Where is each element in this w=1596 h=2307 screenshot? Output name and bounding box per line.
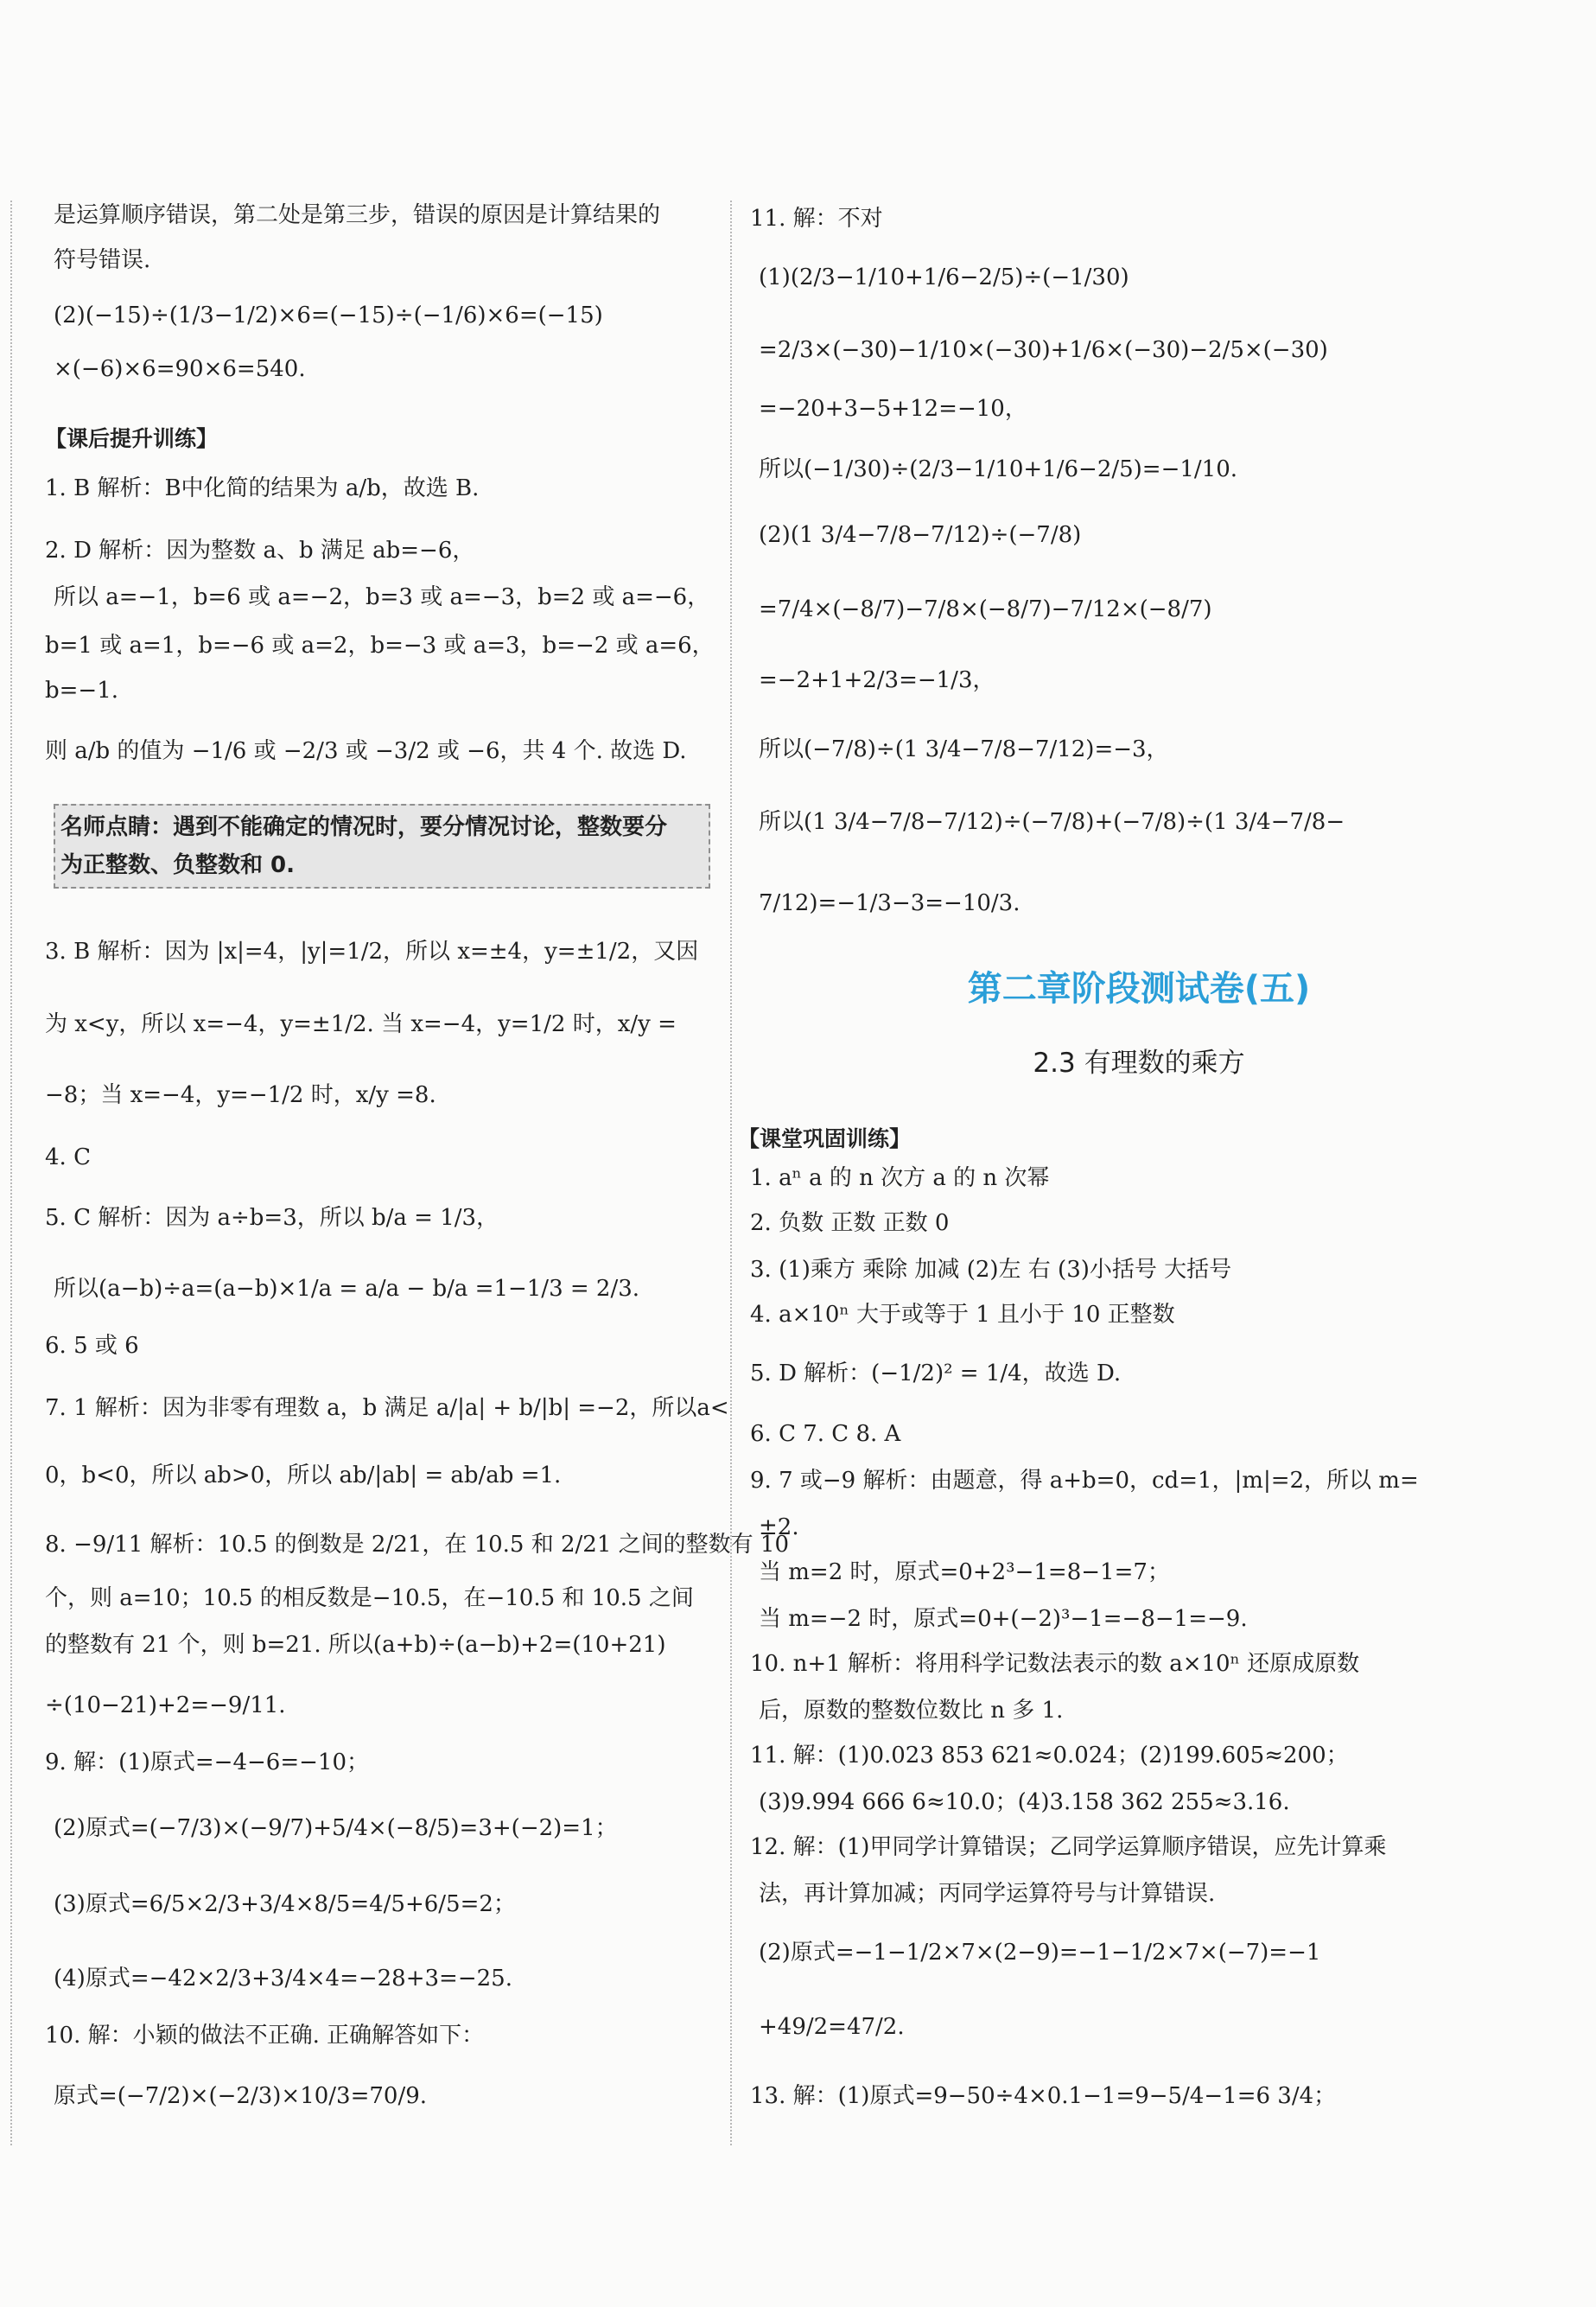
text-line: 则 a/b 的值为 −1/6 或 −2/3 或 −3/2 或 −6，共 4 个. 故选 D.	[45, 738, 687, 764]
answer-3: 3. B 解析：因为 |x|=4，|y|=1/2，所以 x=±4，y=±1/2，又因	[45, 939, 699, 965]
text-line: =−20+3−5+12=−10，	[759, 396, 1027, 422]
answer-r13: 13. 解：(1)原式=9−50÷4×0.1−1=9−5/4−1=6 3/4；	[750, 2083, 1337, 2109]
text-line: 所以(−1/30)÷(2/3−1/10+1/6−2/5)=−1/10.	[759, 456, 1238, 482]
text-line: 7/12)=−1/3−3=−10/3.	[759, 890, 1021, 916]
text-line: (3)原式=6/5×2/3+3/4×8/5=4/5+6/5=2；	[54, 1891, 516, 1917]
answer-1: 1. B 解析：B中化简的结果为 a/b，故选 B.	[45, 475, 480, 501]
text-line: 为 x<y，所以 x=−4，y=±1/2. 当 x=−4，y=1/2 时，x/y =	[45, 1011, 677, 1037]
text-line: 所以(−7/8)÷(1 3/4−7/8−7/12)=−3，	[759, 736, 1169, 762]
text-line: 所以(1 3/4−7/8−7/12)÷(−7/8)+(−7/8)÷(1 3/4−7/8−	[759, 809, 1345, 835]
text-line: 所以 a=−1，b=6 或 a=−2，b=3 或 a=−3，b=2 或 a=−6，	[54, 584, 710, 610]
tip-line: 名师点睛：遇到不能确定的情况时，要分情况讨论，整数要分	[60, 814, 668, 840]
text-line: 0，b<0，所以 ab>0，所以 ab/|ab| = ab/ab =1.	[45, 1463, 562, 1488]
answer-2: 2. D 解析：因为整数 a、b 满足 ab=−6，	[45, 538, 475, 564]
answer-5: 5. C 解析：因为 a÷b=3，所以 b/a = 1/3，	[45, 1205, 499, 1231]
teacher-tip-box	[54, 804, 710, 889]
answer-r5: 5. D 解析：(−1/2)² = 1/4，故选 D.	[750, 1361, 1122, 1386]
section-subtitle: 2.3 有理数的乘方	[1033, 1048, 1245, 1079]
text-line: 个，则 a=10；10.5 的相反数是−10.5，在−10.5 和 10.5 之间	[45, 1585, 694, 1611]
text-line: −8；当 x=−4，y=−1/2 时，x/y =8.	[45, 1082, 436, 1108]
chapter-title: 第二章阶段测试卷(五)	[967, 969, 1311, 1009]
answer-4: 4. C	[45, 1144, 91, 1170]
text-line: 是运算顺序错误，第二处是第三步，错误的原因是计算结果的	[54, 202, 661, 228]
tip-line: 为正整数、负整数和 0.	[60, 852, 296, 878]
answer-r6-8: 6. C 7. C 8. A	[750, 1421, 901, 1447]
text-line: 的整数有 21 个，则 b=21. 所以(a+b)÷(a−b)+2=(10+21)	[45, 1632, 666, 1658]
text-line: 当 m=−2 时，原式=0+(−2)³−1=−8−1=−9.	[759, 1606, 1248, 1632]
text-line: 后，原数的整数位数比 n 多 1.	[759, 1698, 1064, 1724]
text-line: 法，再计算加减；丙同学运算符号与计算错误.	[759, 1881, 1216, 1907]
answer-9: 9. 解：(1)原式=−4−6=−10；	[45, 1749, 369, 1775]
section-heading: 【课堂巩固训练】	[738, 1126, 912, 1151]
text-line: ×(−6)×6=90×6=540.	[54, 356, 306, 382]
answer-r10: 10. n+1 解析：将用科学记数法表示的数 a×10ⁿ 还原成原数	[750, 1651, 1360, 1677]
text-line: (2)原式=−1−1/2×7×(2−9)=−1−1/2×7×(−7)=−1	[759, 1940, 1321, 1966]
answer-8: 8. −9/11 解析：10.5 的倒数是 2/21，在 10.5 和 2/21 之间的整数有 10	[45, 1532, 789, 1558]
text-line: 当 m=2 时，原式=0+2³−1=8−1=7；	[759, 1559, 1170, 1585]
text-line: +49/2=47/2.	[759, 2014, 905, 2040]
text-line: =−2+1+2/3=−1/3，	[759, 667, 995, 693]
text-line: 符号错误.	[54, 247, 151, 273]
text-line: ÷(10−21)+2=−9/11.	[45, 1692, 286, 1718]
answer-r9: 9. 7 或−9 解析：由题意，得 a+b=0，cd=1，|m|=2，所以 m=	[750, 1468, 1419, 1494]
text-line: (3)9.994 666 6≈10.0；(4)3.158 362 255≈3.16.	[759, 1789, 1290, 1815]
text-line: 原式=(−7/2)×(−2/3)×10/3=70/9.	[54, 2083, 428, 2109]
answer-r4: 4. a×10ⁿ 大于或等于 1 且小于 10 正整数	[750, 1302, 1175, 1328]
text-line: (2)(1 3/4−7/8−7/12)÷(−7/8)	[759, 522, 1082, 548]
text-line: ±2.	[759, 1514, 799, 1540]
section-heading: 【课后提升训练】	[45, 426, 219, 451]
answer-r11: 11. 解：(1)0.023 853 621≈0.024；(2)199.605≈200；	[750, 1743, 1349, 1768]
text-line: (2)(−15)÷(1/3−1/2)×6=(−15)÷(−1/6)×6=(−15)	[54, 303, 603, 328]
column-divider	[730, 201, 732, 2145]
answer-r3: 3. (1)乘方 乘除 加减 (2)左 右 (3)小括号 大括号	[750, 1257, 1232, 1283]
text-line: (2)原式=(−7/3)×(−9/7)+5/4×(−8/5)=3+(−2)=1；	[54, 1815, 618, 1841]
text-line: (4)原式=−42×2/3+3/4×4=−28+3=−25.	[54, 1966, 512, 1992]
answer-7: 7. 1 解析：因为非零有理数 a，b 满足 a/|a| + b/|b| =−2，所以a<	[45, 1395, 729, 1421]
answer-10: 10. 解：小颖的做法不正确. 正确解答如下：	[45, 2023, 485, 2049]
answer-r12: 12. 解：(1)甲同学计算错误；乙同学运算顺序错误，应先计算乘	[750, 1834, 1387, 1860]
text-line: b=1 或 a=1，b=−6 或 a=2，b=−3 或 a=3，b=−2 或 a=6，	[45, 633, 715, 659]
answer-6: 6. 5 或 6	[45, 1333, 139, 1359]
text-line: 所以(a−b)÷a=(a−b)×1/a = a/a − b/a =1−1/3 = 2/3.	[54, 1276, 640, 1302]
answer-r1: 1. aⁿ a 的 n 次方 a 的 n 次幂	[750, 1165, 1050, 1191]
text-line: b=−1.	[45, 678, 119, 704]
text-line: (1)(2/3−1/10+1/6−2/5)÷(−1/30)	[759, 264, 1129, 290]
text-line: =2/3×(−30)−1/10×(−30)+1/6×(−30)−2/5×(−30)	[759, 337, 1328, 363]
text-line: =7/4×(−8/7)−7/8×(−8/7)−7/12×(−8/7)	[759, 596, 1212, 622]
left-margin-dots	[10, 201, 12, 2145]
answer-11: 11. 解：不对	[750, 206, 883, 232]
answer-r2: 2. 负数 正数 正数 0	[750, 1210, 950, 1236]
